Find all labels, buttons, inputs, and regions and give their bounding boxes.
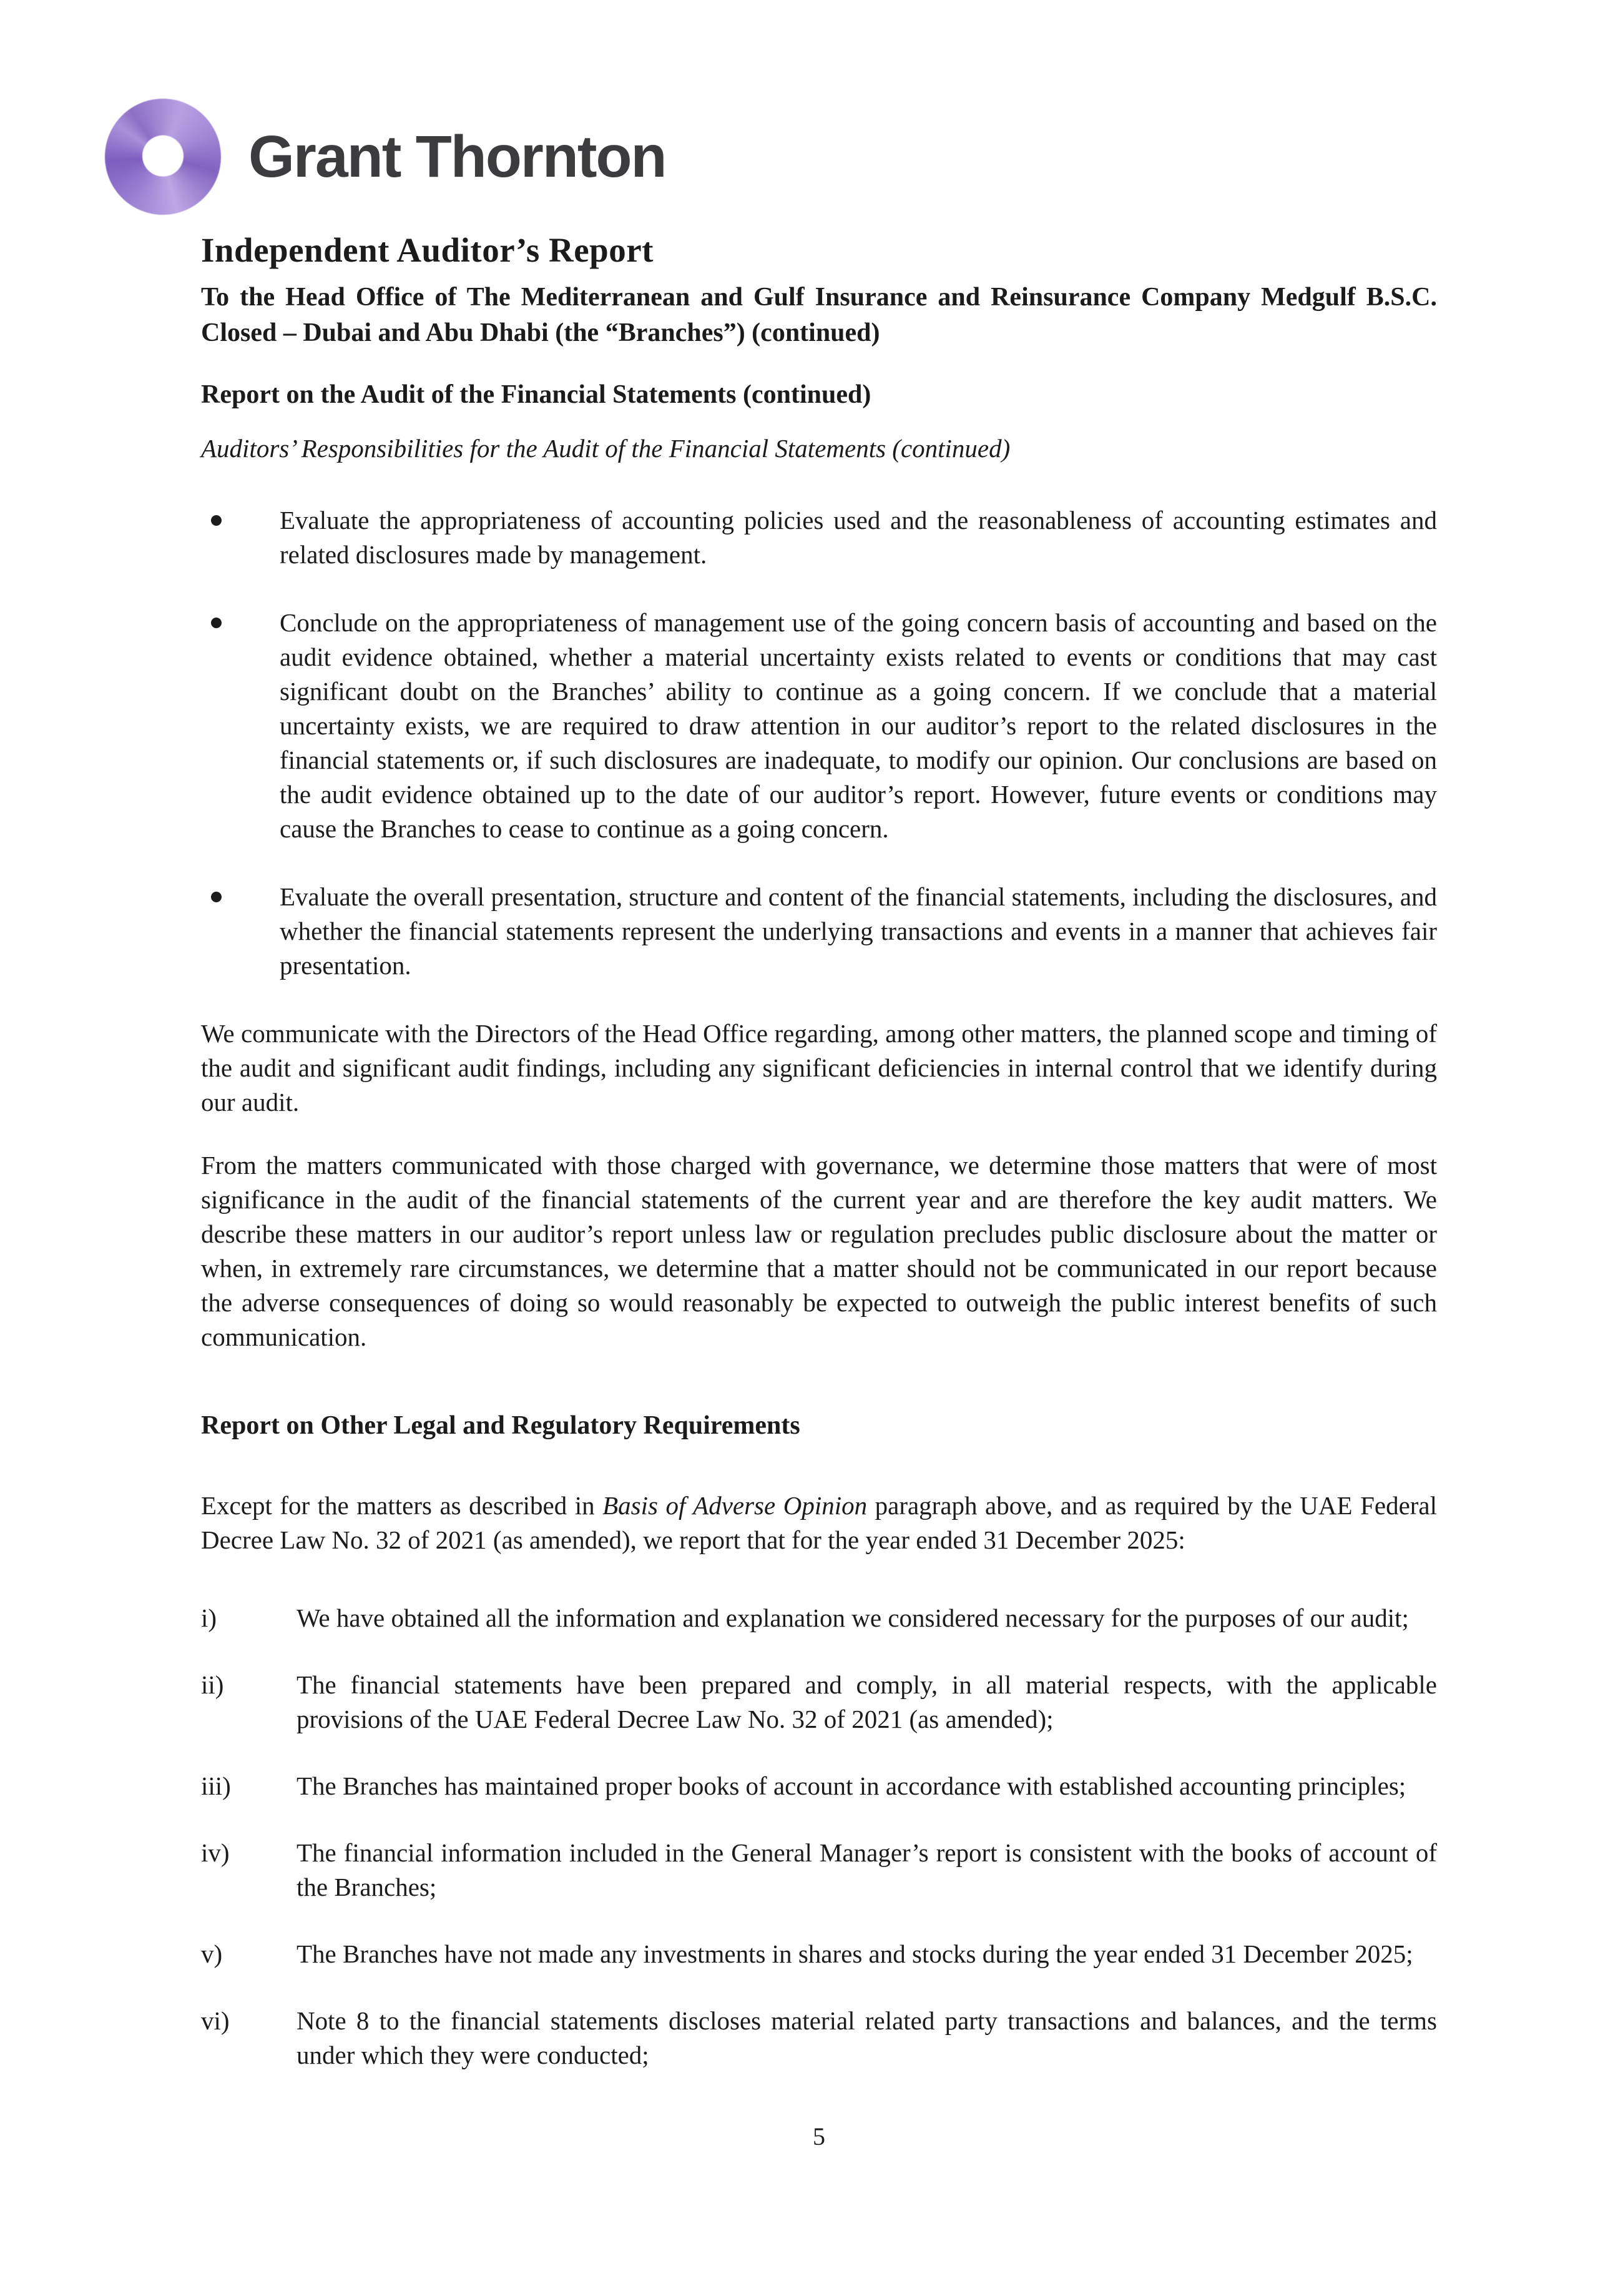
bullet-item (201, 880, 1437, 983)
legal-item-label: v) (201, 1939, 223, 1968)
brand-header (105, 99, 666, 215)
bullet-item (201, 606, 1437, 846)
legal-items-list (201, 1601, 1437, 2072)
legal-item-text: Note 8 to the financial statements discloses material related party transactions and balances, and the terms under which they were conducted; (297, 2006, 1437, 2069)
bullet-item (201, 503, 1437, 572)
legal-requirements-heading: Report on Other Legal and Regulatory Requirements (201, 1411, 800, 1440)
responsibilities-subheading: Auditors’ Responsibilities for the Audit of the Financial Statements (continued) (201, 434, 1011, 463)
communication-paragraph: We communicate with the Directors of the Head Office regarding, among other matters, the planned scope and timing of the audit and significant audit findings, including any significant deficiencies in internal control that we identify during our audit. (201, 1019, 1437, 1116)
legal-item-label: iv) (201, 1838, 230, 1867)
grant-thornton-logo-icon (105, 99, 221, 215)
legal-item-text: We have obtained all the information and explanation we considered necessary for the purposes of our audit; (297, 1604, 1409, 1632)
legal-item-text: The Branches have not made any investments in shares and stocks during the year ended 31 December 2025; (297, 1939, 1413, 1968)
addressee-line: To the Head Office of The Mediterranean and Gulf Insurance and Reinsurance Company Medgulf B.S.C. Closed – Dubai and Abu Dhabi (the “Branches”) (continued) (201, 283, 1437, 347)
legal-item-label: ii) (201, 1670, 224, 1699)
page-title: Independent Auditor’s Report (201, 231, 654, 269)
key-audit-matters-paragraph: From the matters communicated with those charged with governance, we determine those matters that were of most significance in the audit of the financial statements of the current year and are therefore the key audit matters. We describe these matters in our auditor’s report unless law or regulation precludes public disclosure about the matter or when, in extremely rare circumstances, we determine that a matter should not be communicated in our report because the adverse consequences of doing so would reasonably be expected to outweigh the public interest benefits of such communication. (201, 1151, 1437, 1351)
legal-item-text: The financial statements have been prepared and comply, in all material respects, with the applicable provisions of the UAE Federal Decree Law No. 32 of 2021 (as amended); (297, 1670, 1437, 1733)
page-number: 5 (813, 2122, 825, 2151)
report-body (201, 231, 1437, 2105)
legal-item-label: i) (201, 1604, 217, 1632)
legal-item-label: vi) (201, 2006, 230, 2035)
legal-item (201, 1769, 1437, 1803)
legal-item (201, 1937, 1437, 1971)
legal-item (201, 2004, 1437, 2072)
except-paragraph (201, 1489, 1437, 1557)
legal-item-text: The Branches has maintained proper books of account in accordance with established accounting principles; (297, 1771, 1406, 1800)
basis-of-adverse-opinion-reference: Basis of Adverse Opinion (602, 1491, 868, 1520)
except-prefix: Except for the matters as described in (201, 1491, 603, 1520)
legal-item (201, 1836, 1437, 1904)
legal-item-label: iii) (201, 1771, 231, 1800)
bullet-text: Evaluate the overall presentation, structure and content of the financial statements, including the disclosures, and whether the financial statements represent the underlying transactions and events in a manner that achieves fair presentation. (280, 882, 1437, 980)
legal-item (201, 1668, 1437, 1737)
bullet-text: Evaluate the appropriateness of accounting policies used and the reasonableness of accounting estimates and related disclosures made by management. (280, 506, 1437, 569)
bullet-icon (211, 618, 222, 628)
bullet-text: Conclude on the appropriateness of management use of the going concern basis of accounting and based on the audit evidence obtained, whether a material uncertainty exists related to events or conditions that may cast significant doubt on the Branches’ ability to continue as a going concern. If we conclude that a material uncertainty exists, we are required to draw attention in our auditor’s report to the related disclosures in the financial statements or, if such disclosures are inadequate, to modify our opinion. Our conclusions are based on the audit evidence obtained up to the date of our auditor’s report. However, future events or conditions may cause the Branches to cease to continue as a going concern. (280, 608, 1437, 843)
legal-item (201, 1601, 1437, 1635)
except-suffix: paragraph above, and as required by the UAE Federal Decree Law No. 32 of 2021 (as amended), we report that for the year ended 31 December 2025: (201, 1491, 1438, 1554)
brand-wordmark: Grant Thornton (248, 123, 666, 190)
legal-item-text: The financial information included in the General Manager’s report is consistent with the books of account of the Branches; (297, 1838, 1437, 1901)
bullet-icon (211, 892, 222, 902)
bullet-icon (211, 515, 222, 526)
audit-section-heading: Report on the Audit of the Financial Statements (continued) (201, 380, 871, 409)
responsibilities-bullet-list (201, 503, 1437, 983)
